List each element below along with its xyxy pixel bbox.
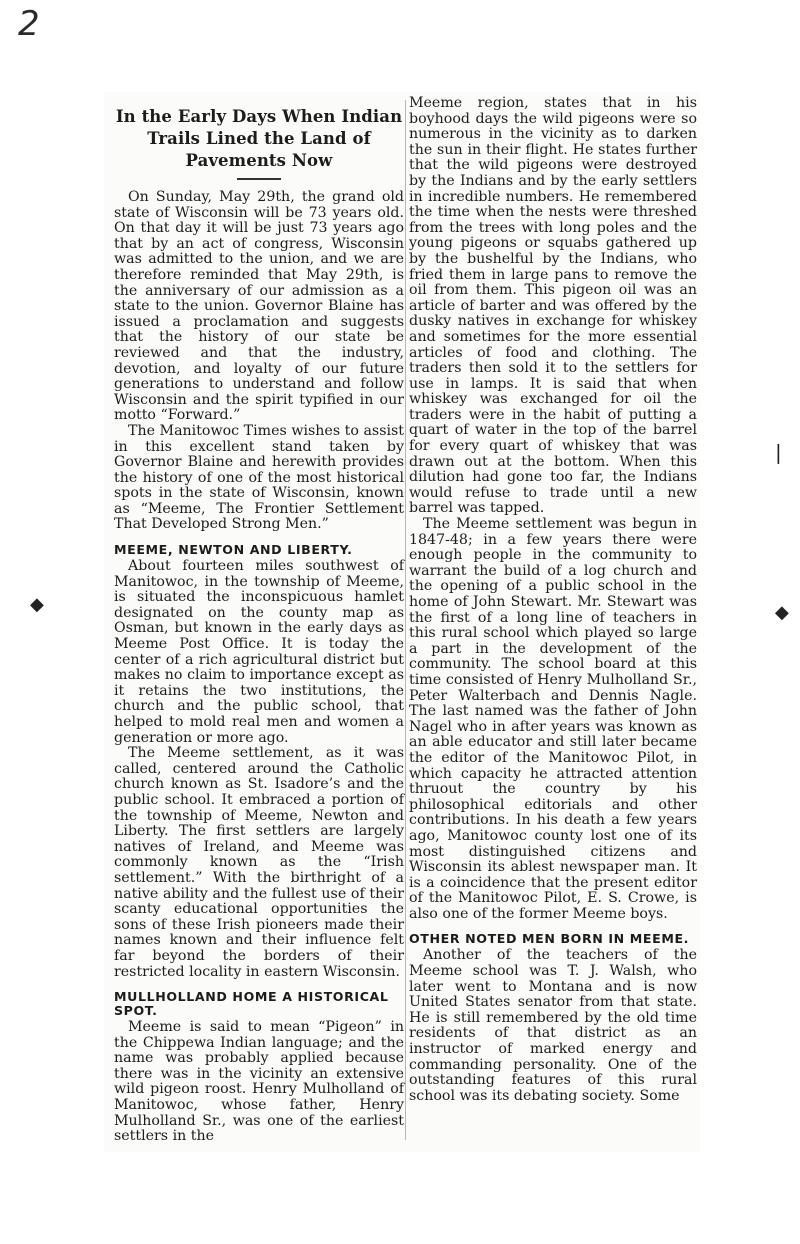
article-paragraph: Meeme is said to mean “Pigeon” in the Chippewa Indian language; and the name was probably applied because there was in the vicinity an extensive wild pigeon roost. Henry Mulholland of Manitowoc, whose father, Henry Mulholland Sr., was one of the earliest settlers in the — [114, 1019, 404, 1145]
article-headline: In the Early Days When Indian Trails Lined the Land of Pavements Now — [115, 107, 403, 170]
section-subhead: MULLHOLLAND HOME A HISTORICAL SPOT. — [114, 989, 389, 1019]
column-divider — [405, 100, 406, 1140]
section-subhead: OTHER NOTED MEN BORN IN MEEME. — [409, 931, 690, 947]
headline-rule — [237, 178, 281, 180]
margin-mark-right-middle: ◆ — [775, 602, 789, 623]
article-paragraph: The Meeme settlement, as it was called, centered around the Catholic church known as St. Isadore’s and the public school. It embraced a portion of the township of Meeme, Newton and Liberty. The first settlers are largely natives of Ireland, and Meeme was commonly known as the “Irish settlement.” With the birthright of a native ability and the fullest use of their scanty educational opportunities the sons of these Irish pioneers made their names known and their influence felt far beyond the borders of their restricted locality in eastern Wisconsin. — [114, 745, 404, 980]
page-number: 2 — [18, 4, 40, 44]
right-column-text — [409, 96, 697, 1104]
article-paragraph: The Meeme settlement was begun in 1847-48; in a few years there were enough people in the community to warrant the build of a log church and the opening of a public school in the home of John Stewart. Mr. Stewart was the first of a long line of teachers in this rural school which played so large a part in the development of the community. The school board at this time consisted of Henry Mulholland Sr., Peter Walterbach and Dennis Nagle. The last named was the father of John Nagel who in after years was known as an able educator and still later became the editor of the Manitowoc Pilot, in which capacity he attracted attention thruout the country by his philosophical editorials and other contributions. In his death a few years ago, Manitowoc county lost one of its most distinguished citizens and Wisconsin its ablest newspaper man. It is a coincidence that the present editor of the Manitowoc Pilot, E. S. Crowe, is also one of the former Meeme boys. — [409, 516, 697, 922]
article-paragraph: Meeme region, states that in his boyhood days the wild pigeons were so numerous in the vicinity as to darken the sun in their flight. He states further that the wild pigeons were destroyed by the Indians and by the early settlers in incredible numbers. He remembered the time when the nests were threshed from the trees with long poles and the young pigeons or squabs gathered up by the bushelful by the Indians, who fried them in large pans to remove the oil from them. This pigeon oil was an article of barter and was offered by the dusky natives in exchange for whiskey and sometimes for the more essential articles of food and clothing. The traders then sold it to the settlers for use in lamps. It is said that when whiskey was exchanged for oil the traders were in the habit of putting a quart of water in the top of the barrel for every quart of whiskey that was drawn out at the bottom. When this dilution had gone too far, the Indians would refuse to trade until a new barrel was tapped. — [409, 95, 697, 517]
section-subhead: MEEME, NEWTON AND LIBERTY. — [114, 542, 353, 558]
left-column-text — [114, 190, 404, 1145]
left-column — [114, 92, 404, 1145]
article-paragraph: Another of the teachers of the Meeme school was T. J. Walsh, who later went to Montana and is now United States senator from that state. He is still remembered by the old time residents of that district as an instructor of marked energy and commanding personality. One of the outstanding features of this rural school was its debating society. Some — [409, 947, 697, 1104]
right-column — [409, 92, 697, 1104]
article-paragraph: On Sunday, May 29th, the grand old state of Wisconsin will be 73 years old. On that day it will be just 73 years ago that by an act of congress, Wisconsin was admitted to the union, and we are therefore reminded that May 29th, is the anniversary of our admission as a state to the union. Governor Blaine has issued a proclamation and suggests that the history of our state be reviewed and that the industry, devotion, and loyalty of our future generations to understand and follow Wisconsin and the spirit typified in our motto “Forward.” — [114, 189, 404, 424]
margin-mark-right-upper: ❘ — [770, 440, 787, 464]
margin-mark-left: ◆ — [30, 594, 44, 615]
article-paragraph: About fourteen miles southwest of Manitowoc, in the township of Meeme, is situated the inconspicuous hamlet designated on the county map as Osman, but known in the early days as Meeme Post Office. It is today the center of a rich agricultural district but makes no claim to importance except as it retains the two institutions, the church and the public school, that helped to mold real men and women a generation or more ago. — [114, 558, 404, 746]
article-paragraph: The Manitowoc Times wishes to assist in this excellent stand taken by Governor Blaine and herewith provides the history of one of the most historical spots in the state of Wisconsin, known as “Meeme, The Frontier Settlement That Developed Strong Men.” — [114, 422, 404, 533]
newspaper-clipping — [104, 92, 700, 1152]
